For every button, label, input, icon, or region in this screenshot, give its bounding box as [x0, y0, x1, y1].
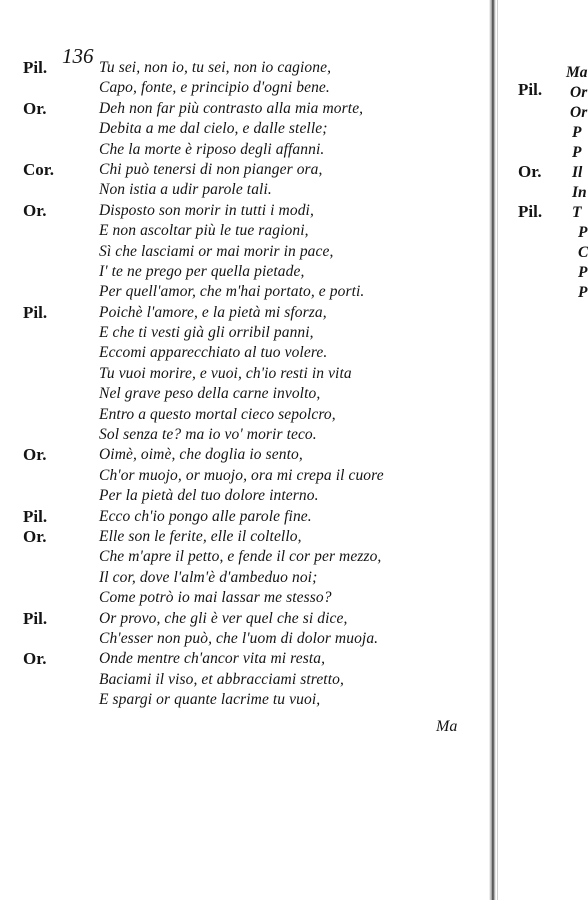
verse-line [0, 262, 482, 282]
speaker-label: Cor. [23, 159, 55, 179]
verse-line [0, 568, 482, 588]
verse-line [0, 119, 482, 139]
verse-text: E spargi or quante lacrime tu vuoi, [99, 691, 321, 709]
facing-page-text: P [578, 264, 588, 281]
verse-text: E che ti vesti già gli orribil panni, [99, 324, 314, 342]
verse-text: I' te ne prego per quella pietade, [99, 262, 305, 280]
facing-page-text: C [578, 244, 588, 261]
facing-page-speaker: Pil. [518, 80, 543, 99]
verse-line [0, 180, 482, 200]
speaker-label: Pil. [23, 302, 48, 322]
verse-line [0, 466, 482, 486]
page-gutter [489, 0, 496, 900]
facing-page-fragment [498, 0, 588, 900]
verse-text: Che m'apre il petto, e fende il cor per mezzo, [99, 548, 382, 566]
verse-line [0, 99, 482, 119]
speaker-label: Pil. [23, 506, 48, 526]
verse-text: Entro a questo mortal cieco sepolcro, [99, 405, 336, 423]
facing-page-text: Or [570, 84, 588, 101]
verse-text: Deh non far più contrasto alla mia morte, [99, 99, 364, 117]
verse-text: Il cor, dove l'alm'è d'ambeduo noi; [99, 568, 318, 586]
verse-line [0, 282, 482, 302]
verse-text: Oimè, oimè, che doglia io sento, [99, 446, 303, 464]
speaker-label: Pil. [23, 58, 48, 77]
speaker-label: Or. [23, 445, 47, 465]
verse-text: Nel grave peso della carne involto, [99, 385, 321, 403]
verse-line [0, 445, 482, 465]
catchword: Ma [436, 718, 458, 735]
verse-text: Per la pietà del tuo dolore interno. [99, 487, 319, 505]
verse-line [0, 303, 482, 323]
facing-page-text: P [572, 124, 582, 141]
verse-line [0, 58, 482, 78]
verse-line [0, 343, 482, 363]
facing-page-text: Or [570, 104, 588, 121]
speaker-label: Or. [23, 98, 47, 118]
verse-text: Ecco ch'io pongo alle parole fine. [99, 507, 312, 525]
facing-page-text: Il [572, 164, 583, 181]
verse-line [0, 425, 482, 445]
facing-page-text: Ma [566, 64, 588, 81]
speaker-label: Or. [23, 200, 47, 220]
verse-text: Onde mentre ch'ancor vita mi resta, [99, 650, 326, 668]
verse-line [0, 384, 482, 404]
verse-text: Capo, fonte, e principio d'ogni bene. [99, 79, 330, 97]
verse-line [0, 364, 482, 384]
verse-text: Tu vuoi morire, e vuoi, ch'io resti in vita [99, 364, 352, 382]
verse-text: Che la morte è riposo degli affanni. [99, 140, 325, 158]
verse-line [0, 609, 482, 629]
verse-line [0, 242, 482, 262]
speaker-label: Or. [23, 526, 47, 546]
verse-line [0, 588, 482, 608]
verse-text: Per quell'amor, che m'hai portato, e porti. [99, 283, 365, 301]
verse-text: Non istia a udir parole tali. [99, 181, 272, 199]
verse-line [0, 690, 482, 710]
verse-text: Eccomi apparecchiato al tuo volere. [99, 344, 328, 362]
page-number: 136 [62, 44, 94, 68]
facing-page-text: In [572, 184, 587, 201]
verse-text: Or provo, che gli è ver quel che si dice, [99, 609, 348, 627]
facing-page-text: P [572, 144, 582, 161]
verse-text: Chi può tenersi di non pianger ora, [99, 160, 323, 178]
verse-line [0, 527, 482, 547]
verse-line [0, 140, 482, 160]
facing-page-speaker: Pil. [518, 202, 543, 221]
verse-line [0, 201, 482, 221]
speaker-label: Or. [23, 649, 47, 669]
verse-text: Poichè l'amore, e la pietà mi sforza, [99, 303, 327, 321]
verse-line [0, 649, 482, 669]
verse-text: Tu sei, non io, tu sei, non io cagione, [99, 59, 332, 76]
verse-text: Debita a me dal cielo, e dalle stelle; [99, 120, 328, 138]
verse-line [0, 629, 482, 649]
verse-line [0, 507, 482, 527]
verse-line [0, 486, 482, 506]
verse-text: Come potrò io mai lassar me stesso? [99, 589, 332, 607]
verse-line [0, 547, 482, 567]
verse-text: Ch'esser non può, che l'uom di dolor muoja. [99, 629, 379, 647]
verse-text: Ch'or muojo, or muojo, ora mi crepa il cuore [99, 466, 384, 484]
verse-line [0, 405, 482, 425]
speaker-label: Pil. [23, 608, 48, 628]
facing-page-text: T [572, 204, 582, 221]
verse-text: Elle son le ferite, elle il coltello, [99, 527, 302, 545]
verse-text: E non ascoltar più le tue ragioni, [99, 222, 309, 240]
verse-line [0, 670, 482, 690]
verse-line [0, 323, 482, 343]
verse-text: Disposto son morir in tutti i modi, [99, 201, 314, 219]
facing-page-speaker: Or. [518, 162, 542, 181]
facing-page-text: P [578, 284, 588, 301]
verse-text: Sì che lasciami or mai morir in pace, [99, 242, 334, 260]
verse-text: Baciami il viso, et abbracciami stretto, [99, 670, 344, 688]
verse-line [0, 221, 482, 241]
verse-lines [0, 58, 482, 711]
verse-text: Sol senza te? ma io vo' morir teco. [99, 426, 317, 444]
verse-line [0, 160, 482, 180]
facing-page-text: P [578, 224, 588, 241]
verse-line [0, 78, 482, 98]
